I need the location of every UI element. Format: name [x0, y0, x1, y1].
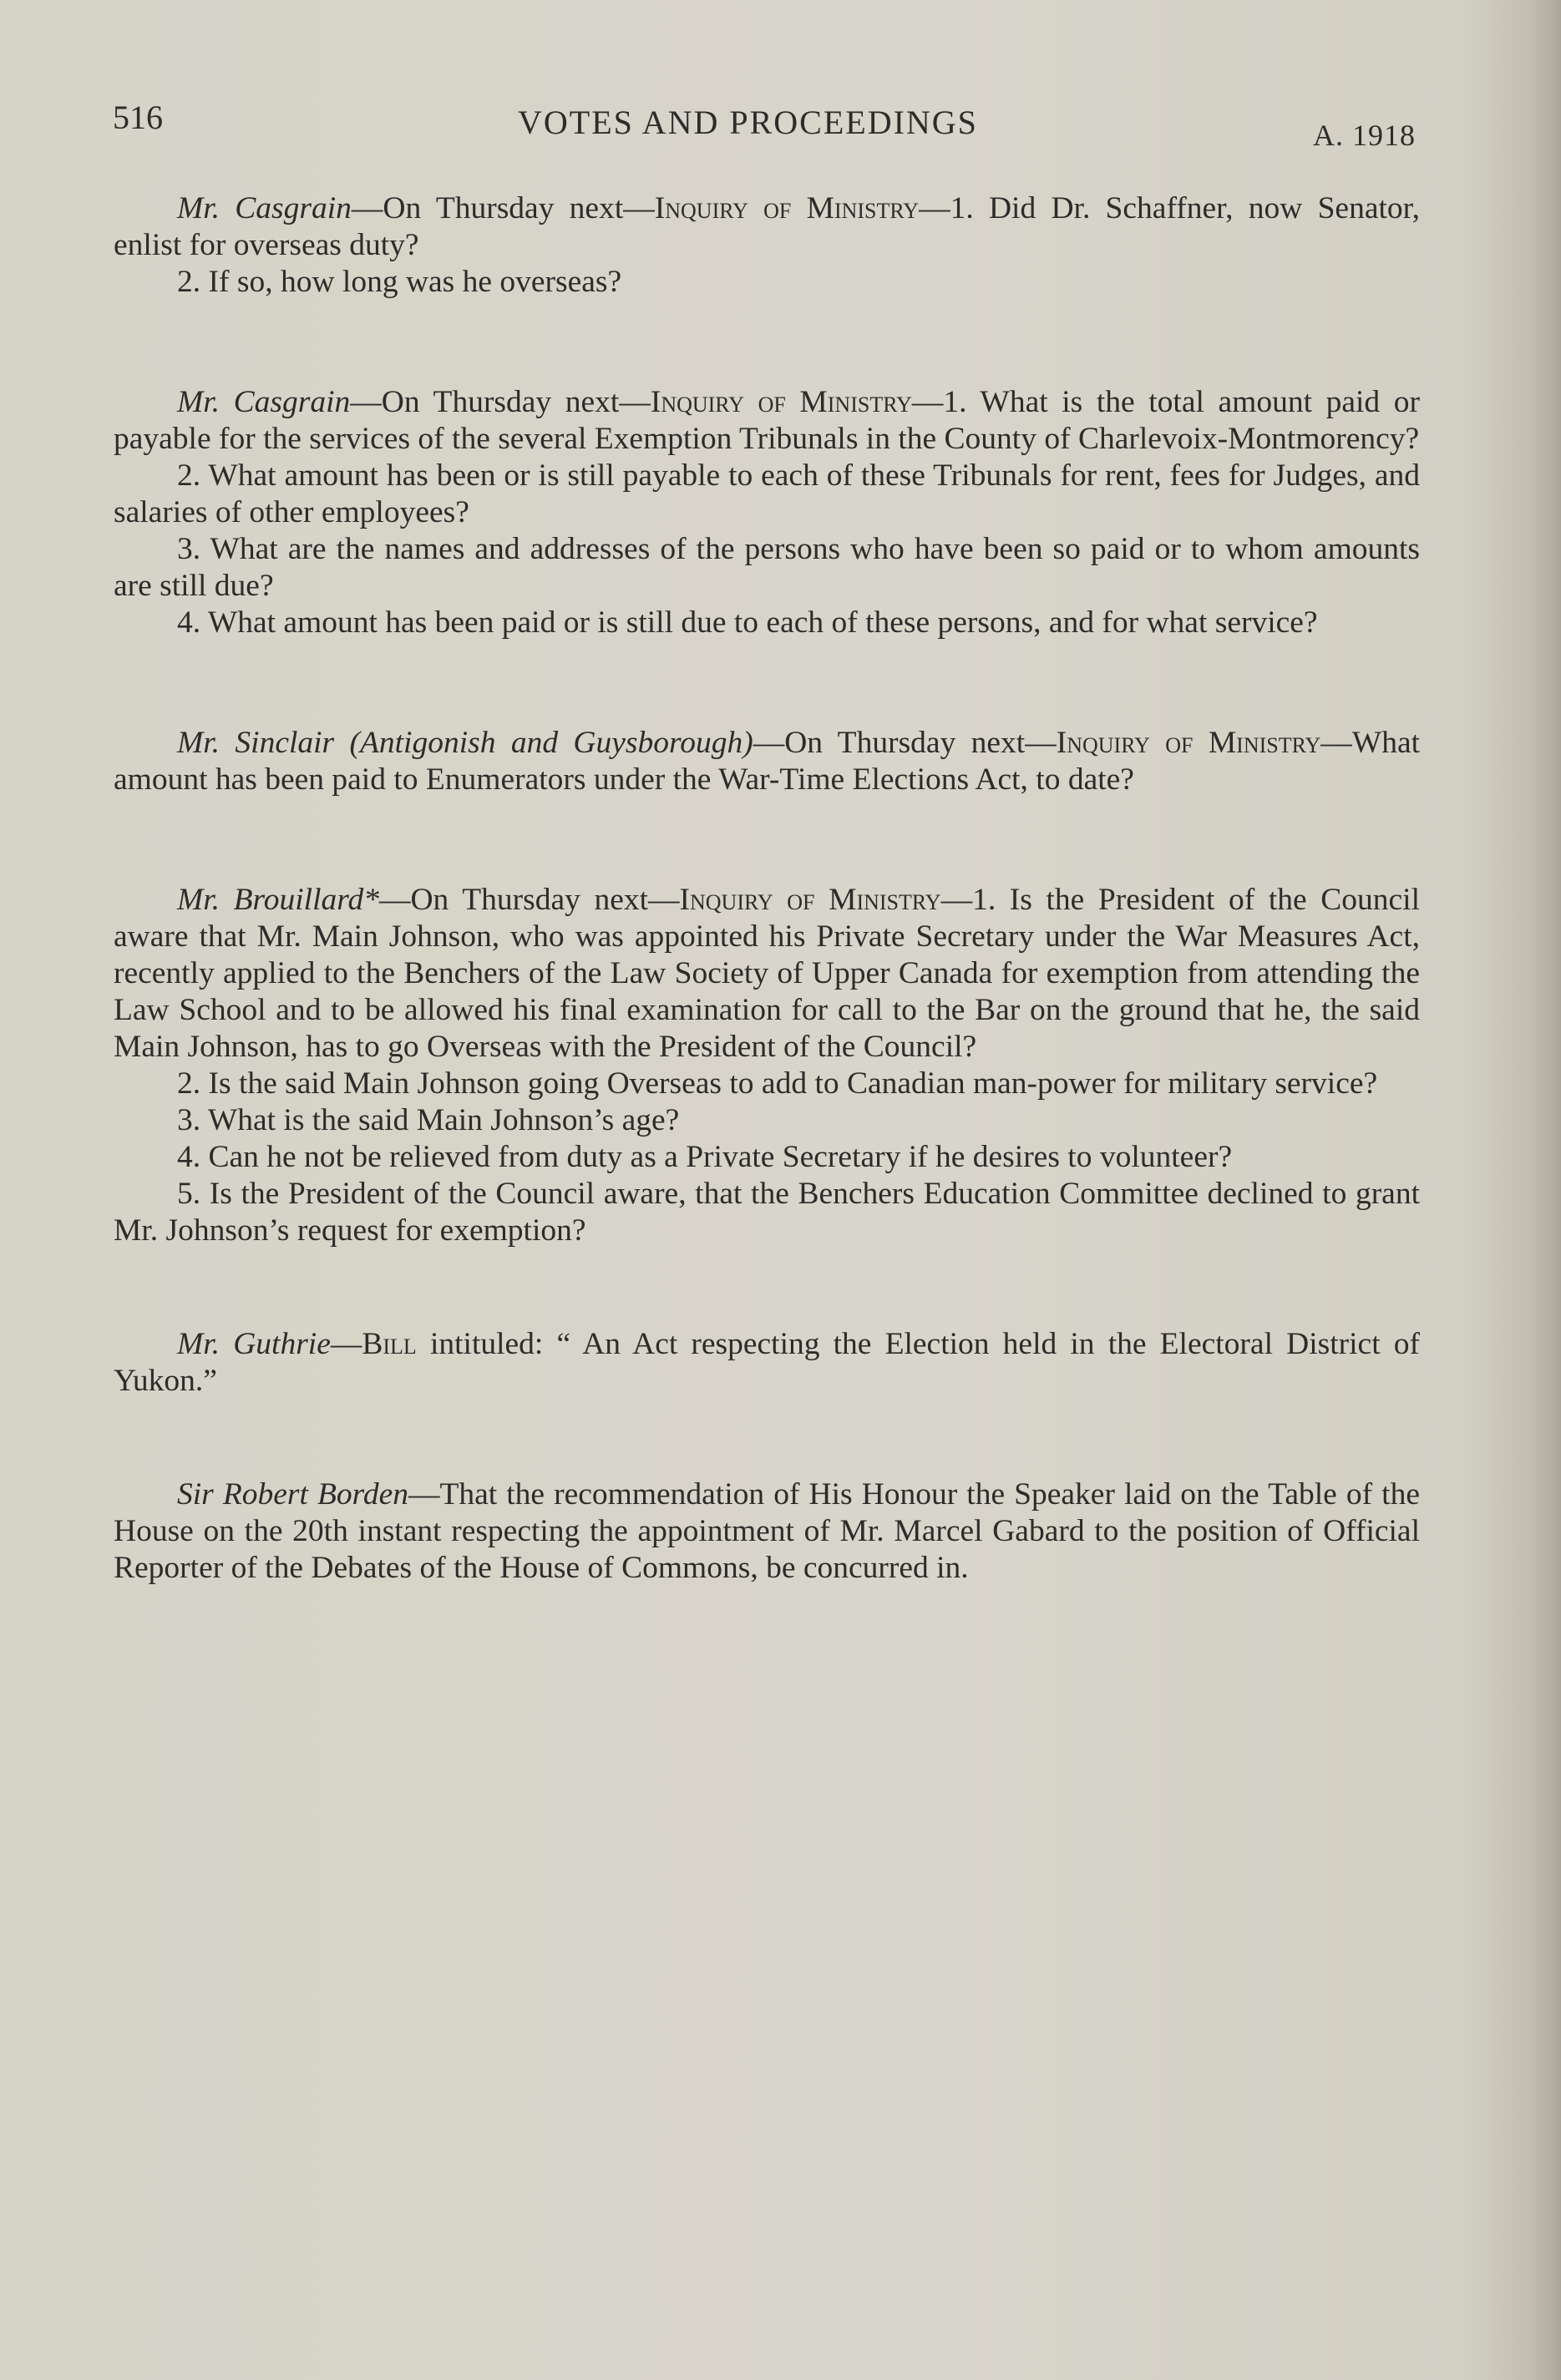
member-name: Mr. Brouillard*	[177, 883, 379, 917]
entry-intro: —On Thursday next—	[350, 385, 651, 419]
entry-paragraph	[114, 882, 1420, 1066]
body-text	[114, 190, 1420, 1587]
entry-casgrain-schaffner	[114, 190, 1420, 301]
entry-paragraph	[114, 1476, 1420, 1587]
entry-borden	[114, 1476, 1420, 1587]
entry-intro: —On Thursday next—	[351, 191, 655, 225]
entry-tag: Inquiry of Ministry	[654, 191, 920, 225]
question-item: 5. Is the President of the Council aware, that the Benchers Education Committee declined to grant Mr. Johnson’s request for exemption?	[114, 1177, 1420, 1248]
entry-paragraph	[114, 1326, 1420, 1400]
member-name: Mr. Casgrain	[177, 385, 351, 419]
entry-tag: Inquiry of Ministry	[679, 883, 941, 917]
entry-text: —1. Is the President of the Council aware that Mr. Main Johnson, who was appointed his Private Secretary under the War Measures Act, recently applied to the Benchers of the Law Society of Upper Canada for exemption from attending the Law School and to be allowed his final examination for call to the Bar on the ground that he, the said Main Johnson, has to go Overseas with the President of the Council?	[114, 883, 1420, 1064]
entry-brouillard	[114, 882, 1420, 1249]
running-title: VOTES AND PROCEEDINGS	[518, 104, 978, 141]
entry-guthrie	[114, 1326, 1420, 1400]
member-name: Sir Robert Borden	[177, 1477, 408, 1512]
entry-text: —1. What is the total amount paid or payable for the services of the several Exemption Tribunals in the County of Charlevoix-Montmorency?	[114, 385, 1420, 456]
member-name: Mr. Guthrie	[177, 1327, 331, 1361]
question-item: 3. What are the names and addresses of the persons who have been so paid or to whom amounts are still due?	[114, 532, 1420, 603]
entry-intro: —On Thursday next—	[753, 726, 1057, 760]
entry-intro: —On Thursday next—	[378, 883, 680, 917]
question-item: 2. Is the said Main Johnson going Overseas to add to Canadian man-power for military service?	[177, 1066, 1378, 1101]
entry-paragraph	[114, 190, 1420, 264]
entry-text: intituled: “ An Act respecting the Election held in the Electoral District of Yukon.”	[114, 1327, 1420, 1398]
entry-sinclair	[114, 725, 1420, 798]
entry-text: —What amount has been paid to Enumerators under the War-Time Elections Act, to date?	[114, 726, 1421, 797]
entry-text: —That the recommendation of His Honour the Speaker laid on the Table of the House on the 20th instant respecting the appointment of Mr. Marcel Gabard to the position of Official Reporter of the Debates of the House of Commons, be concurred in.	[114, 1477, 1420, 1585]
session-year: A. 1918	[1313, 119, 1416, 152]
entry-tag: Inquiry of Ministry	[650, 385, 912, 419]
entry-paragraph	[114, 725, 1420, 798]
entry-text: —1. Did Dr. Schaffner, now Senator, enlist for overseas duty?	[114, 191, 1420, 262]
member-name: Mr. Casgrain	[177, 191, 352, 225]
entry-paragraph	[114, 384, 1420, 458]
member-name: Mr. Sinclair (Antigonish and Guysborough)	[177, 726, 753, 760]
page-header	[113, 88, 1416, 154]
entry-intro: —	[330, 1327, 362, 1361]
entry-tag: Inquiry of Ministry	[1056, 726, 1321, 760]
question-item: 4. What amount has been paid or is still due to each of these persons, and for what service?	[177, 605, 1318, 640]
page-number: 516	[113, 99, 163, 136]
entry-tag: Bill	[362, 1327, 417, 1361]
question-item: 2. What amount has been or is still payable to each of these Tribunals for rent, fees for Judges, and salaries of other employees?	[114, 458, 1420, 529]
question-item: 2. If so, how long was he overseas?	[177, 265, 622, 299]
question-item: 4. Can he not be relieved from duty as a Private Secretary if he desires to volunteer?	[177, 1140, 1233, 1174]
entry-casgrain-tribunals	[114, 384, 1420, 641]
question-item: 3. What is the said Main Johnson’s age?	[177, 1103, 680, 1137]
